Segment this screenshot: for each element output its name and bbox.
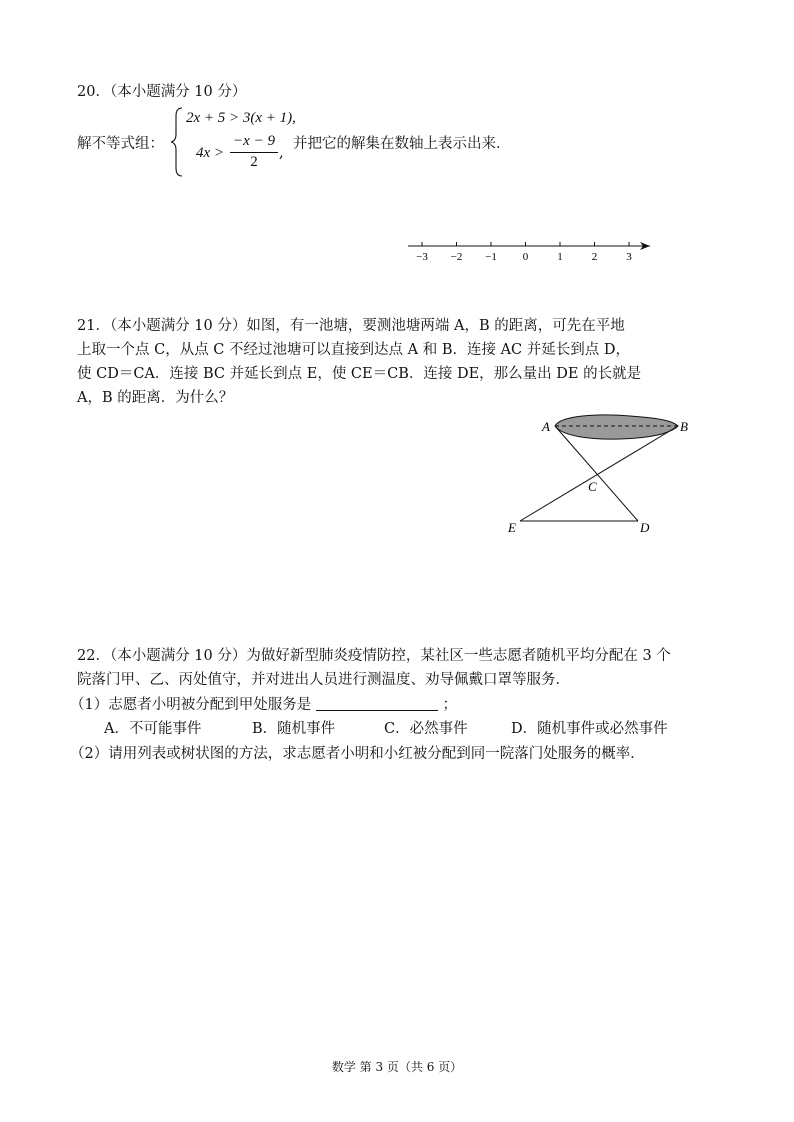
option-c: C．必然事件	[384, 721, 468, 737]
inequality-2-left: 4x >	[196, 145, 225, 161]
q20-prompt: 解不等式组：	[77, 136, 164, 152]
q22-part-1-text: （1）志愿者小明被分配到甲处服务是	[70, 697, 312, 713]
q21-line-3: 使 CD＝CA．连接 BC 并延长到点 E，使 CE＝CB．连接 DE，那么量出 DE 的长就是	[77, 366, 642, 382]
pond-shape	[555, 415, 678, 439]
q22-line-1: 22．（本小题满分 10 分）为做好新型肺炎疫情防控，某社区一些志愿者随机平均分配在 3 个	[77, 648, 671, 664]
segment-ad	[555, 426, 638, 521]
axis-tick-label: −1	[485, 251, 497, 263]
number-line	[400, 236, 660, 266]
q22-line-2: 院落门甲、乙、丙处值守，并对进出人员进行测温度、劝导佩戴口罩等服务．	[77, 672, 570, 688]
fraction-bar	[230, 152, 278, 153]
answer-blank[interactable]	[316, 696, 438, 711]
q20-instruction: 并把它的解集在数轴上表示出来．	[293, 136, 511, 152]
system-brace	[170, 106, 184, 178]
q22-part-1	[70, 693, 457, 714]
label-a: A	[542, 419, 550, 434]
inequality-1: 2x + 5 > 3(x + 1),	[186, 110, 296, 126]
q21-line-1: 21．（本小题满分 10 分）如图，有一池塘，要测池塘两端 A，B 的距离，可先在平地	[77, 318, 625, 334]
option-a: A．不可能事件	[104, 721, 202, 737]
q22-part-1-end: ；	[442, 697, 457, 713]
axis-tick-label: 3	[626, 251, 632, 263]
label-c: C	[588, 479, 597, 494]
axis-tick-label: −2	[450, 251, 463, 263]
axis-tick-label: 1	[557, 251, 563, 263]
inequality-2-numerator: −x − 9	[233, 133, 275, 149]
inequality-2-denominator: 2	[250, 154, 258, 170]
label-d: D	[640, 520, 650, 535]
pond-figure	[500, 406, 710, 546]
label-e: E	[508, 520, 516, 535]
inequality-2-comma: ,	[279, 145, 284, 161]
segment-be	[520, 426, 678, 521]
axis-tick-label: 0	[522, 251, 529, 263]
label-b: B	[680, 419, 688, 434]
axis-tick-label: 2	[591, 251, 598, 263]
q20-header: 20．（本小题满分 10 分）	[77, 84, 247, 100]
option-d: D．随机事件或必然事件	[511, 721, 668, 737]
option-b: B．随机事件	[252, 721, 336, 737]
q21-line-4: A，B 的距离．为什么？	[77, 390, 234, 406]
axis-tick-label: −3	[416, 251, 428, 263]
page-footer: 数学 第 3 页（共 6 页）	[331, 1060, 463, 1074]
q22-part-2: （2）请用列表或树状图的方法，求志愿者小明和小红被分配到同一院落门处服务的概率．	[70, 746, 645, 762]
q21-line-2: 上取一个点 C，从点 C 不经过池塘可以直接到达点 A 和 B．连接 AC 并延长到点 D，	[77, 342, 630, 358]
